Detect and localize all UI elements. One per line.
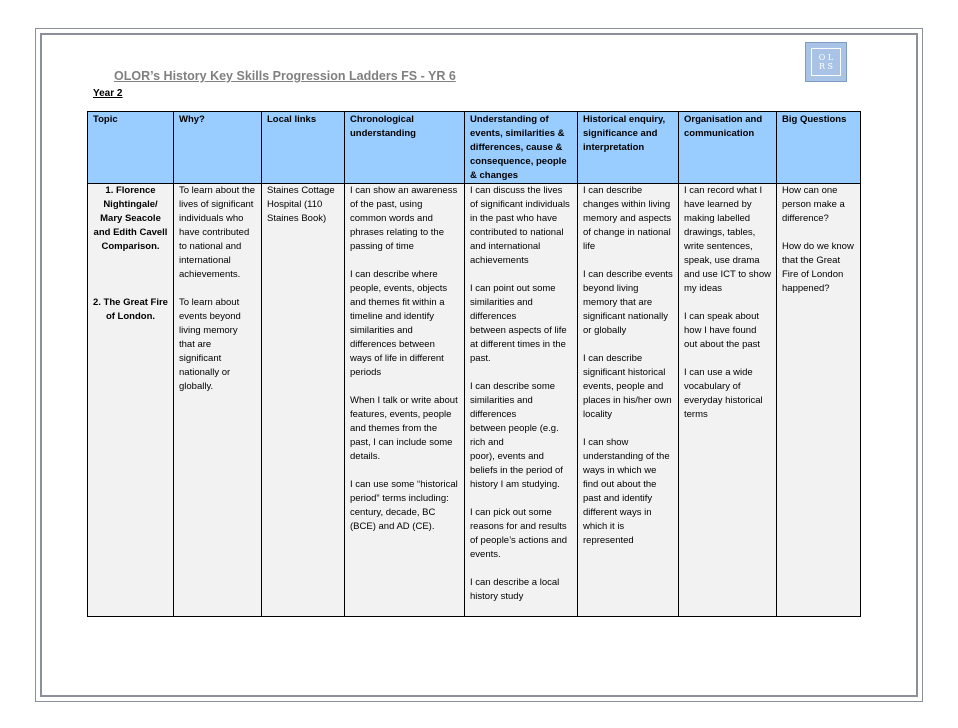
cell-topic xyxy=(88,184,174,617)
header-big-questions: Big Questions xyxy=(777,112,861,184)
chrono-2: I can describe where people, events, objects and themes fit within a timeline and identify similarities and differences between ways of life in different periods xyxy=(350,269,448,378)
enquiry-3: I can describe significant historical events, people and places in his/her own locality xyxy=(583,353,672,420)
header-local-links: Local links xyxy=(262,112,345,184)
cell-organisation xyxy=(679,184,777,617)
enquiry-1: I can describe changes within living memory and aspects of change in national life xyxy=(583,185,672,252)
cell-big-questions xyxy=(777,184,861,617)
cell-chronological xyxy=(345,184,465,617)
cell-local-links xyxy=(262,184,345,617)
header-understanding: Understanding of events, similarities & differences, cause & consequence, people & changes xyxy=(465,112,578,184)
header-row xyxy=(88,112,861,184)
chrono-4: I can use some “historical period” terms including: century, decade, BC (BCE) and AD (CE). xyxy=(350,479,458,532)
logo-letters: O L R S xyxy=(818,53,834,71)
header-chronological: Chronological understanding xyxy=(345,112,465,184)
org-1: I can record what I have learned by making labelled drawings, tables, write sentences, speak, use drama and use ICT to show my ideas xyxy=(684,185,771,294)
year-heading: Year 2 xyxy=(93,88,123,99)
why-2: To learn about events beyond living memory that are significant nationally or globally. xyxy=(179,297,241,392)
header-topic: Topic xyxy=(88,112,174,184)
why-1: To learn about the lives of significant individuals who have contributed to national and international achievements. xyxy=(179,185,256,280)
under-1: I can discuss the lives of significant individuals in the past who have contributed to national and international achievements xyxy=(470,185,570,266)
topic-2: 2. The Great Fire of London. xyxy=(93,297,168,322)
header-enquiry: Historical enquiry, significance and interpretation xyxy=(578,112,679,184)
question-2: How do we know that the Great Fire of London happened? xyxy=(782,241,854,294)
table-row xyxy=(88,184,861,617)
topic-1: 1. Florence Nightingale/ Mary Seacole and Edith Cavell Comparison. xyxy=(93,185,168,252)
header-why: Why? xyxy=(174,112,262,184)
enquiry-2: I can describe events beyond living memory that are significant nationally or globally xyxy=(583,269,673,336)
cell-enquiry xyxy=(578,184,679,617)
org-2: I can speak about how I have found out about the past xyxy=(684,311,761,350)
enquiry-4: I can show understanding of the ways in which we find out about the past and identify different ways in which it is represented xyxy=(583,437,670,546)
under-3: I can describe some similarities and differences between people (e.g. rich and poor), events and beliefs in the period of history I am studying. xyxy=(470,381,563,490)
school-logo xyxy=(805,42,847,82)
under-5: I can describe a local history study xyxy=(470,577,560,602)
under-2: I can point out some similarities and differences between aspects of life at different times in the past. xyxy=(470,283,567,364)
cell-why xyxy=(174,184,262,617)
progression-table xyxy=(87,111,861,617)
cell-understanding xyxy=(465,184,578,617)
logo-frame xyxy=(811,48,841,76)
chrono-3: When I talk or write about features, events, people and themes from the past, I can include some details. xyxy=(350,395,458,462)
document-title: OLOR’s History Key Skills Progression Ladders FS - YR 6 xyxy=(114,69,456,83)
org-3: I can use a wide vocabulary of everyday historical terms xyxy=(684,367,763,420)
question-1: How can one person make a difference? xyxy=(782,185,845,224)
under-4: I can pick out some reasons for and results of people’s actions and events. xyxy=(470,507,568,560)
header-organisation: Organisation and communication xyxy=(679,112,777,184)
chrono-1: I can show an awareness of the past, using common words and phrases relating to the passing of time xyxy=(350,185,458,252)
local-1: Staines Cottage Hospital (110 Staines Book) xyxy=(267,185,335,224)
